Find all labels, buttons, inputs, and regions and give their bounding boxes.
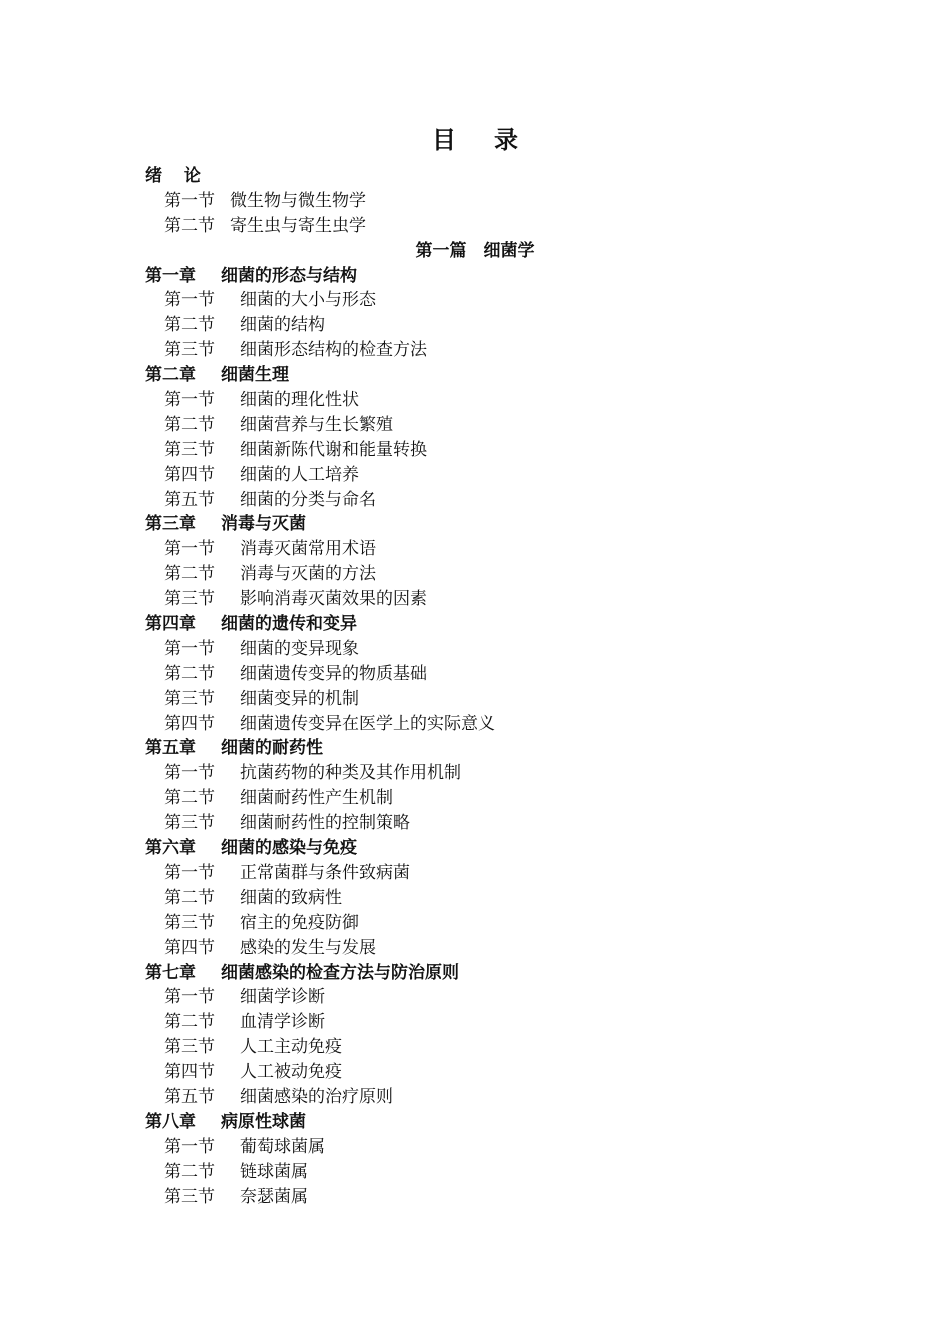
toc-section-entry[interactable]	[145, 1060, 825, 1085]
chapter-title: 病原性球菌	[221, 1111, 306, 1132]
section-number: 第四节	[164, 1062, 215, 1083]
toc-chapter-entry[interactable]	[145, 961, 825, 986]
toc-section-entry[interactable]	[145, 1085, 825, 1110]
section-number: 第二节	[164, 414, 215, 435]
section-title: 影响消毒灭菌效果的因素	[240, 589, 427, 610]
section-title: 细菌的变异现象	[240, 638, 359, 659]
section-number: 第五节	[164, 1086, 215, 1107]
part-title: 细菌学	[483, 240, 535, 261]
section-title: 抗菌药物的种类及其作用机制	[240, 763, 461, 784]
section-number: 第四节	[164, 713, 215, 734]
section-title: 细菌遗传变异的物质基础	[240, 663, 427, 684]
toc-section-entry[interactable]	[145, 214, 825, 239]
section-title: 人工被动免疫	[240, 1062, 342, 1083]
section-number: 第一节	[164, 390, 215, 411]
section-number: 第一节	[164, 1136, 215, 1157]
section-title: 细菌的人工培养	[240, 464, 359, 485]
toc-section-entry[interactable]	[145, 1160, 825, 1185]
section-title: 细菌耐药性产生机制	[240, 788, 393, 809]
section-title: 消毒与灭菌的方法	[240, 564, 376, 585]
toc-section-entry[interactable]	[145, 936, 825, 961]
section-number: 第四节	[164, 937, 215, 958]
toc-section-entry[interactable]	[145, 985, 825, 1010]
chapter-title: 细菌的感染与免疫	[221, 838, 357, 859]
section-number: 第一节	[164, 539, 215, 560]
toc-section-entry[interactable]	[145, 662, 825, 687]
section-title: 血清学诊断	[240, 1012, 325, 1033]
section-title: 奈瑟菌属	[240, 1186, 308, 1207]
toc-section-entry[interactable]	[145, 463, 825, 488]
section-title: 微生物与微生物学	[230, 190, 366, 211]
chapter-title: 细菌的形态与结构	[221, 265, 357, 286]
section-title: 细菌的理化性状	[240, 390, 359, 411]
section-title: 细菌的大小与形态	[240, 290, 376, 311]
toc-chapter-entry[interactable]	[145, 612, 825, 637]
part-heading[interactable]	[145, 239, 805, 264]
toc-section-entry[interactable]	[145, 886, 825, 911]
section-number: 第一节	[164, 290, 215, 311]
toc-section-entry[interactable]	[145, 637, 825, 662]
toc-section-entry[interactable]	[145, 1035, 825, 1060]
toc-section-entry[interactable]	[145, 537, 825, 562]
section-number: 第三节	[164, 589, 215, 610]
chapter-number: 第六章	[145, 838, 196, 859]
toc-section-entry[interactable]	[145, 1185, 825, 1210]
chapter-title: 细菌生理	[221, 365, 289, 386]
toc-section-entry[interactable]	[145, 313, 825, 338]
chapter-number: 第五章	[145, 738, 196, 759]
chapter-title: 细菌感染的检查方法与防治原则	[221, 962, 459, 983]
chapter-list	[145, 264, 825, 1210]
section-title: 细菌遗传变异在医学上的实际意义	[240, 713, 495, 734]
chapter-title: 消毒与灭菌	[221, 514, 306, 535]
toc-section-entry[interactable]	[145, 811, 825, 836]
toc-section-entry[interactable]	[145, 712, 825, 737]
section-title: 葡萄球菌属	[240, 1136, 325, 1157]
section-title: 细菌的结构	[240, 315, 325, 336]
section-number: 第四节	[164, 464, 215, 485]
toc-chapter-entry[interactable]	[145, 363, 825, 388]
intro-heading[interactable]: 绪 论	[145, 166, 209, 186]
section-title: 细菌的致病性	[240, 887, 342, 908]
section-number: 第一节	[164, 190, 215, 211]
section-title: 正常菌群与条件致病菌	[240, 862, 410, 883]
toc-section-entry[interactable]	[145, 1010, 825, 1035]
toc-chapter-entry[interactable]	[145, 836, 825, 861]
section-number: 第三节	[164, 340, 215, 361]
section-number: 第三节	[164, 1037, 215, 1058]
section-number: 第二节	[164, 1161, 215, 1182]
toc-section-entry[interactable]	[145, 562, 825, 587]
toc-section-entry[interactable]	[145, 861, 825, 886]
chapter-title: 细菌的遗传和变异	[221, 614, 357, 635]
section-number: 第三节	[164, 439, 215, 460]
page-title-char-2: 录	[494, 126, 518, 154]
toc-chapter-entry[interactable]	[145, 264, 825, 289]
toc-section-entry[interactable]	[145, 288, 825, 313]
toc-section-entry[interactable]	[145, 413, 825, 438]
section-title: 人工主动免疫	[240, 1037, 342, 1058]
section-title: 细菌新陈代谢和能量转换	[240, 439, 427, 460]
part-number: 第一篇	[415, 240, 467, 261]
section-number: 第二节	[164, 663, 215, 684]
section-title: 细菌学诊断	[240, 987, 325, 1008]
section-number: 第一节	[164, 763, 215, 784]
section-number: 第一节	[164, 862, 215, 883]
section-number: 第二节	[164, 1012, 215, 1033]
toc-section-entry[interactable]	[145, 438, 825, 463]
toc-section-entry[interactable]	[145, 488, 825, 513]
section-title: 宿主的免疫防御	[240, 912, 359, 933]
section-title: 细菌营养与生长繁殖	[240, 414, 393, 435]
chapter-number: 第四章	[145, 614, 196, 635]
page-title-char-1: 目	[432, 126, 456, 154]
toc-section-entry[interactable]	[145, 587, 825, 612]
section-number: 第二节	[164, 315, 215, 336]
toc-section-entry[interactable]	[145, 911, 825, 936]
section-title: 感染的发生与发展	[240, 937, 376, 958]
section-number: 第三节	[164, 688, 215, 709]
section-number: 第三节	[164, 813, 215, 834]
section-number: 第二节	[164, 564, 215, 585]
section-number: 第二节	[164, 215, 215, 236]
toc-section-entry[interactable]	[145, 189, 825, 214]
section-title: 细菌的分类与命名	[240, 489, 376, 510]
toc-section-entry[interactable]	[145, 786, 825, 811]
chapter-title: 细菌的耐药性	[221, 738, 323, 759]
section-title: 细菌感染的治疗原则	[240, 1086, 393, 1107]
toc-section-entry[interactable]	[145, 388, 825, 413]
toc-section-entry[interactable]	[145, 338, 825, 363]
page-title	[0, 120, 950, 160]
toc-section-entry[interactable]	[145, 761, 825, 786]
section-title: 寄生虫与寄生虫学	[230, 215, 366, 236]
section-title: 细菌变异的机制	[240, 688, 359, 709]
section-number: 第一节	[164, 987, 215, 1008]
chapter-number: 第七章	[145, 962, 196, 983]
section-title: 细菌形态结构的检查方法	[240, 340, 427, 361]
section-number: 第二节	[164, 788, 215, 809]
toc-chapter-entry[interactable]	[145, 736, 825, 761]
chapter-number: 第三章	[145, 514, 196, 535]
toc-section-entry[interactable]	[145, 1135, 825, 1160]
section-number: 第五节	[164, 489, 215, 510]
section-title: 链球菌属	[240, 1161, 308, 1182]
section-number: 第一节	[164, 638, 215, 659]
chapter-number: 第八章	[145, 1111, 196, 1132]
toc-chapter-entry[interactable]	[145, 512, 825, 537]
chapter-number: 第一章	[145, 265, 196, 286]
section-number: 第三节	[164, 912, 215, 933]
chapter-number: 第二章	[145, 365, 196, 386]
section-title: 消毒灭菌常用术语	[240, 539, 376, 560]
section-number: 第三节	[164, 1186, 215, 1207]
table-of-contents	[145, 164, 825, 1209]
toc-section-entry[interactable]	[145, 687, 825, 712]
section-number: 第二节	[164, 887, 215, 908]
section-title: 细菌耐药性的控制策略	[240, 813, 410, 834]
toc-chapter-entry[interactable]	[145, 1110, 825, 1135]
